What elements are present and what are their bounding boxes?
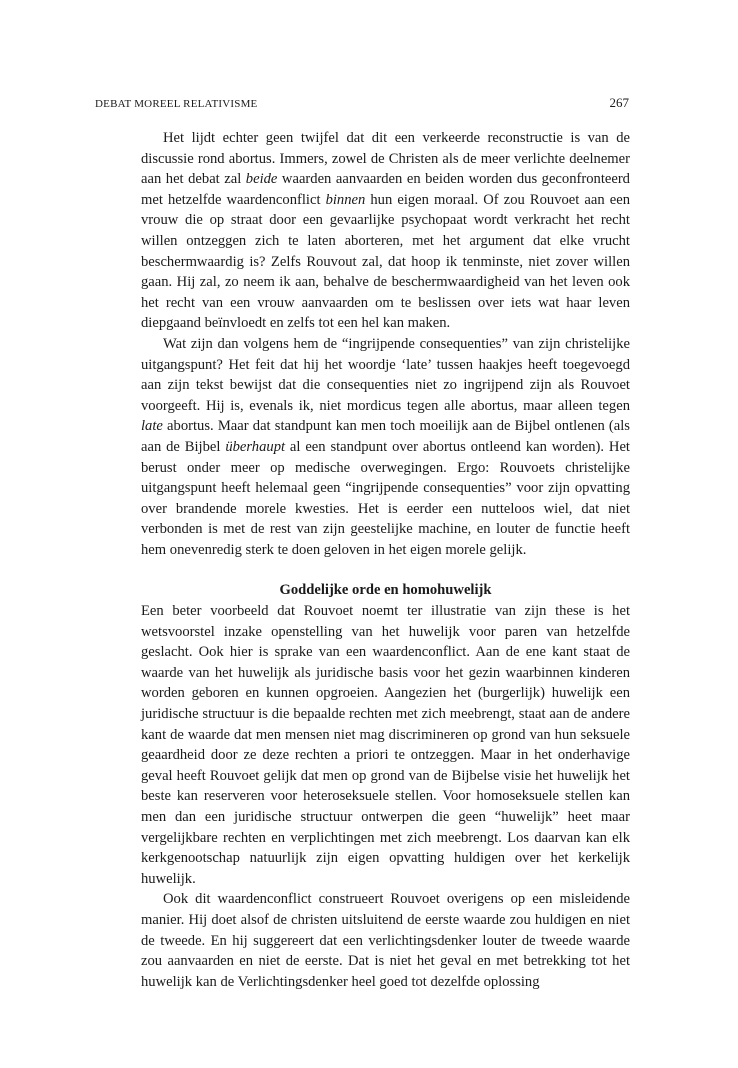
body-text	[141, 128, 630, 992]
paragraph-ingrijpende-consequenties: Wat zijn dan volgens hem de “ingrijpende consequenties” van zijn christelijke uitgangspunt? Het feit dat hij het woordje ‘late’ tussen haakjes heeft toegevoegd aan zijn tekst bewijst dat die consequenties niet zo ingrijpend zijn als Rouvoet voorgeeft. Hij is, evenals ik, niet mordicus tegen alle abortus, maar alleen tegen late abortus. Maar dat standpunt kan men toch moeilijk aan de Bijbel ontlenen (als aan de Bijbel überhaupt al een standpunt over abortus ontleend kan worden). Het berust onder meer op medische overwegingen. Ergo: Rouvoets christelijke uitgangspunt heeft helemaal geen “ingrijpende consequenties” voor zijn opvatting over brandende morele kwesties. Het is eerder een nutteloos wiel, dat niet verbonden is met de rest van zijn geestelijke machine, en louter de functie heeft hem onevenredig sterk te doen geloven in het eigen morele gelijk.	[141, 335, 630, 558]
paragraph-waardenconflict: Ook dit waardenconflict construeert Rouvoet overigens op een misleidende manier. Hij doet alsof de christen uitsluitend de eerste waarde zou huldigen en niet de tweede. En hij suggereert dat een verlichtingsdenker louter de tweede waarde zou aanvaarden en niet de eerste. Dat is niet het geval en met betrekking tot het huwelijk kan de Verlichtingsdenker heel goed tot dezelfde oplossing	[141, 891, 630, 990]
running-header	[95, 95, 629, 111]
section-heading: Goddelijke orde en homohuwelijk	[279, 582, 492, 599]
running-title: DEBAT MOREEL RELATIVISME	[95, 98, 258, 110]
emphasis-late: late	[141, 418, 163, 435]
emphasis-binnen: binnen	[325, 191, 366, 208]
paragraph-homohuwelijk: Een beter voorbeeld dat Rouvoet noemt ter illustratie van zijn these is het wetsvoorstel inzake openstelling van het huwelijk voor paren van hetzelfde geslacht. Ook hier is sprake van een waardenconflict. Aan de ene kant staat de waarde van het huwelijk als juridische basis voor het gezin waarbinnen kinderen worden geboren en kunnen opgroeien. Aangezien het (burgerlijk) huwelijk een juridische structuur is die bepaalde rechten met zich meebrengt, staat aan de andere kant de waarde dat men mensen niet mag discrimineren op grond van hun seksuele geaardheid door ze deze rechten a priori te ontzeggen. Maar in het onderhavige geval heeft Rouvoet gelijk dat men op grond van de Bijbelse visie het huwelijk het beste kan reserveren voor heteroseksuele stellen. Voor homoseksuele stellen kan men dan een juridische structuur ontwerpen die geen “huwelijk” heet maar vergelijkbare rechten en verplichtingen met zich meebrengt. Los daarvan kan elk kerkgenootschap natuurlijk zijn eigen opvatting huldigen over het kerkelijk huwelijk.	[141, 603, 630, 887]
emphasis-beide: beide	[245, 171, 278, 188]
paragraph-abortion-reconstruction: Het lijdt echter geen twijfel dat dit een verkeerde reconstructie is van de discussie rond abortus. Immers, zowel de Christen als de meer verlichte deelnemer aan het debat zal beide waarden aanvaarden en beiden worden dus geconfronteerd met hetzelfde waardenconflict binnen hun eigen moraal. Of zou Rouvoet aan een vrouw die op straat door een gevaarlijke psychopaat wordt verkracht het recht willen ontzeggen zich te laten aborteren, met het argument dat elke vrucht beschermwaardig is? Zelfs Rouvout zal, dat hoop ik tenminste, niet zover willen gaan. Hij zal, zo neem ik aan, behalve de beschermwaardigheid van het leven ook het recht van een vrouw aanvaarden om te beslissen over iets wat haar leven diepgaand beïnvloedt en zelfs tot een hel kan maken.	[141, 130, 630, 332]
emphasis-uberhaupt: überhaupt	[225, 438, 286, 455]
page-number: 267	[609, 95, 629, 110]
